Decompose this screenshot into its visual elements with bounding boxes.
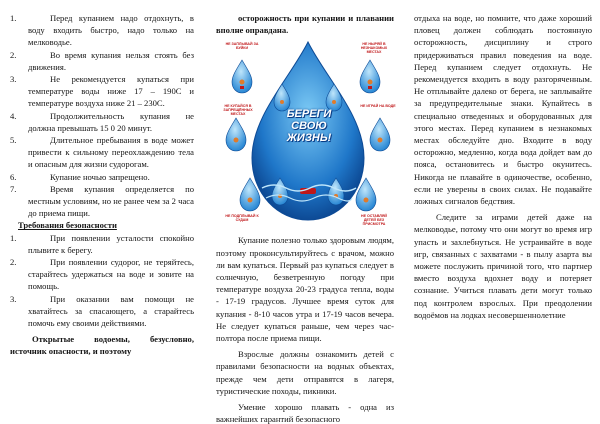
safety-heading: Требования безопасности [18, 220, 117, 231]
paragraph: отдыха на воде, но помните, что даже хороший пловец должен соблюдать постоянную осторожность, дисциплину и строго придерживаться правил поведения на воде. Перед купанием следует отдохнуть. Не рекомендуется входить в воду разгоряченным. Не отплывайте далеко от берега, не заплывайте за предупредительные знаки. Купайтесь в специально отведенных и оборудованных для этого местах. Перед купанием в незнакомых местах обследуйте дно. Входите в воду осторожно, медленно, когда вода дойдет вам до пояса, остановитесь и быстро окунитесь. Никогда не плавайте в одиночестве, особенно, если не уверены в своих силах. Не подавайте ложных сигналов бедствия. [414, 13, 592, 207]
poster-caption: НЕ ОСТАВЛЯЙ ДЕТЕЙ БЕЗ ПРИСМОТРА [360, 214, 388, 227]
rules-list [10, 12, 194, 219]
poster-title: БЕРЕГИ СВОЮ ЖИЗНЬ! [286, 108, 332, 145]
closing-bold-text: Открытые водоемы, безусловно, источник опасности, и поэтому [10, 334, 194, 357]
list-item: 5. Длительное пребывания в воде может привести к сильному переохлаждению тела и опасным для жизни судорогам. [10, 135, 194, 170]
paragraph: Купание полезно только здоровым людям, поэтому проконсультируйтесь с врачом, можно ли вам купаться. Первый раз купаться следует в солнечную, безветренную погоду при температуре воздуха 20-23 градуса тепла, воды - 17-19 градусов. Лучшее время суток для купания - 8-10 часов утра и 17-19 часов вечера. Не следует купаться раньше, чем через час-полтора после приема пищи. [216, 235, 394, 344]
list-item: 3. Не рекомендуется купаться при температуре воды ниже 17 – 190С и температуре воздуха ниже 21 – 230С. [10, 74, 194, 109]
poster-caption: НЕ ПОДПЛЫВАЙ К СУДАМ [225, 214, 259, 223]
poster-caption: НЕ КУПАЙСЯ В ЗАПРЕЩЁННЫХ МЕСТАХ [223, 104, 253, 117]
list-item: 2. При появлении судорог, не теряйтесь, старайтесь удержаться на воде и зовите на помощь. [10, 257, 194, 292]
list-item: 2. Во время купания нельзя стоять без движения. [10, 49, 194, 72]
safety-list [10, 232, 194, 330]
poster-image [220, 38, 396, 228]
poster-caption: НЕ НЫРЯЙ В НЕЗНАКОМЫХ МЕСТАХ [360, 42, 388, 55]
list-item: 1. При появлении усталости спокойно плывите к берегу. [10, 232, 194, 255]
column-2 [200, 0, 400, 424]
paragraph: Умение хорошо плавать - одна из важнейших гарантий безопасного [216, 402, 394, 424]
paragraph: Следите за играми детей даже на мелководье, потому что они могут во время игр упасть и захлебнуться. Не устраивайте в воде игр, связанных с захватами - в пылу азарта вы можете послужить причиной того, что партнер вместо воздуха вдохнет воду и потеряет сознание. Учиться плавать дети могут только под контролем взрослых. При преодолении водоёмов на лодках несовершеннолетние [414, 212, 592, 320]
list-item: 4. Продолжительность купания не должна превышать 15 0 20 минут. [10, 110, 194, 133]
poster-caption: НЕ ИГРАЙ НА ВОДЕ [360, 104, 396, 109]
column-1 [0, 0, 200, 424]
list-item: 1. Перед купанием надо отдохнуть, в воду входить быстро, надо только на мелководье. [10, 13, 194, 48]
list-item: 3. При оказании вам помощи не хватайтесь за спасающего, а старайтесь помочь ему своими действиями. [10, 293, 194, 329]
list-item: 6. Купание ночью запрещено. [10, 171, 150, 182]
caution-bold-text: осторожность при купании и плавании вполне оправдана. [216, 13, 394, 36]
list-item: 7. Время купания определяется по местным условиям, но не ранее чем за 2 часа до приема пищи. [10, 183, 194, 219]
poster-caption: НЕ ЗАПЛЫВАЙ ЗА БУЙКИ [225, 42, 259, 51]
paragraph: Взрослые должны ознакомить детей с правилами безопасности на водных объектах, прежде чем дети отправятся в лагеря, туристические походы, пикники. [216, 349, 394, 396]
column-3 [400, 0, 600, 424]
